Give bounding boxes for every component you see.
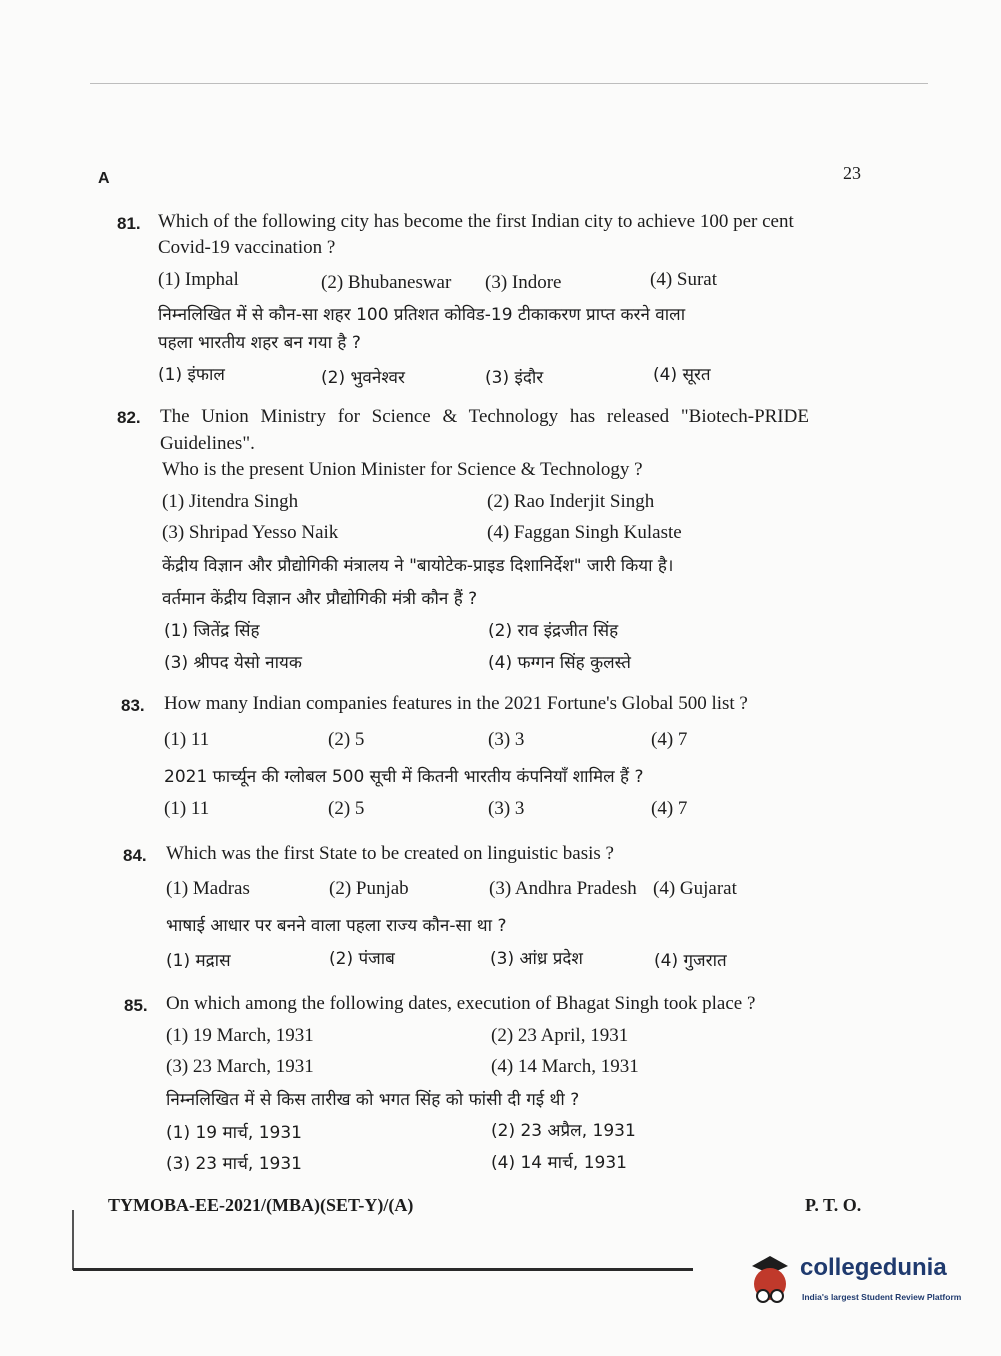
question-number: 82. (117, 408, 141, 427)
option-hindi: (2) भुवनेश्वर (321, 368, 405, 388)
option-hindi: (3) 3 (488, 798, 525, 819)
option-en: (1) 11 (164, 729, 210, 750)
question-number: 83. (121, 696, 145, 715)
question-text: Guidelines". (160, 433, 255, 454)
option-hindi: (2) राव इंद्रजीत सिंह (488, 621, 619, 641)
please-turn-over: P. T. O. (805, 1195, 862, 1215)
option-en: (4) Gujarat (653, 878, 737, 899)
page-number: 23 (843, 163, 861, 183)
option-en: (1) Jitendra Singh (162, 491, 299, 512)
question-text: How many Indian companies features in the 2021 Fortune's Global 500 list ? (164, 693, 748, 714)
option-hindi: (1) 19 मार्च, 1931 (166, 1123, 302, 1143)
option-en: (4) 7 (651, 729, 688, 750)
option-hindi: (1) 11 (164, 798, 210, 819)
question-text-hindi: निम्नलिखित में से कौन-सा शहर 100 प्रतिशत कोविड-19 टीकाकरण प्राप्त करने वाला (158, 305, 686, 325)
top-rule (90, 83, 928, 84)
option-hindi: (1) मद्रास (166, 951, 231, 971)
option-hindi: (4) गुजरात (654, 951, 727, 971)
question-number: 85. (124, 996, 148, 1015)
option-en: (1) Madras (166, 878, 250, 899)
logo-tagline: India's largest Student Review Platform (802, 1292, 962, 1302)
option-en: (2) 5 (328, 729, 365, 750)
option-hindi: (4) सूरत (653, 365, 711, 385)
question-text-hindi: पहला भारतीय शहर बन गया है ? (158, 333, 361, 353)
option-hindi: (2) 5 (328, 798, 365, 819)
option-hindi: (3) 23 मार्च, 1931 (166, 1154, 302, 1174)
option-hindi: (1) जितेंद्र सिंह (164, 621, 260, 641)
question-text-hindi: केंद्रीय विज्ञान और प्रौद्योगिकी मंत्रालय ने "बायोटेक-प्राइड दिशानिर्देश" जारी किया है। (162, 556, 674, 576)
question-text: Covid-19 vaccination ? (158, 237, 336, 258)
question-text-hindi: वर्तमान केंद्रीय विज्ञान और प्रौद्योगिकी मंत्री कौन हैं ? (162, 589, 478, 609)
question-text-hindi: भाषाई आधार पर बनने वाला पहला राज्य कौन-सा था ? (166, 916, 507, 936)
question-number: 84. (123, 846, 147, 865)
question-text: Which was the first State to be created on linguistic basis ? (166, 843, 614, 864)
question-text: On which among the following dates, execution of Bhagat Singh took place ? (166, 993, 756, 1014)
question-number: 81. (117, 214, 141, 233)
option-en: (3) 23 March, 1931 (166, 1056, 314, 1077)
option-en: (3) 3 (488, 729, 525, 750)
left-edge-rule (72, 1210, 74, 1270)
option-en: (4) 14 March, 1931 (491, 1056, 639, 1077)
option-hindi: (2) पंजाब (329, 949, 395, 969)
option-en: (3) Shripad Yesso Naik (162, 522, 339, 543)
option-hindi: (2) 23 अप्रैल, 1931 (491, 1121, 636, 1141)
bottom-rule (73, 1268, 693, 1271)
question-text-hindi: निम्नलिखित में से किस तारीख को भगत सिंह को फांसी दी गई थी ? (166, 1090, 580, 1110)
question-text-hindi: 2021 फार्च्यून की ग्लोबल 500 सूची में कितनी भारतीय कंपनियाँ शामिल हैं ? (164, 767, 644, 787)
mascot-icon (742, 1252, 798, 1308)
option-hindi: (4) फग्गन सिंह कुलस्ते (488, 653, 631, 673)
option-hindi: (3) इंदौर (485, 368, 544, 388)
option-en: (2) Rao Inderjit Singh (487, 491, 655, 512)
paper-code: TYMOBA-EE-2021/(MBA)(SET-Y)/(A) (108, 1195, 414, 1215)
option-hindi: (4) 14 मार्च, 1931 (491, 1153, 627, 1173)
question-text: Who is the present Union Minister for Science & Technology ? (162, 459, 643, 480)
option-en: (1) Imphal (158, 269, 239, 290)
question-text: The Union Ministry for Science & Technology has released "Biotech-PRIDE (160, 406, 809, 427)
set-mark: A (98, 170, 110, 187)
option-en: (4) Faggan Singh Kulaste (487, 522, 682, 543)
logo-brand: collegedunia (800, 1254, 947, 1281)
option-en: (2) Punjab (329, 878, 409, 899)
collegedunia-logo (742, 1252, 972, 1312)
option-hindi: (4) 7 (651, 798, 688, 819)
option-en: (2) Bhubaneswar (321, 272, 452, 293)
option-en: (2) 23 April, 1931 (491, 1025, 629, 1046)
question-text: Which of the following city has become the first Indian city to achieve 100 per cent (158, 211, 794, 232)
option-en: (3) Andhra Pradesh (489, 878, 637, 899)
option-en: (3) Indore (485, 272, 562, 293)
option-hindi: (3) श्रीपद येसो नायक (164, 653, 302, 673)
option-hindi: (3) आंध्र प्रदेश (490, 949, 583, 969)
option-en: (4) Surat (650, 269, 718, 290)
option-en: (1) 19 March, 1931 (166, 1025, 314, 1046)
option-hindi: (1) इंफाल (158, 365, 225, 385)
